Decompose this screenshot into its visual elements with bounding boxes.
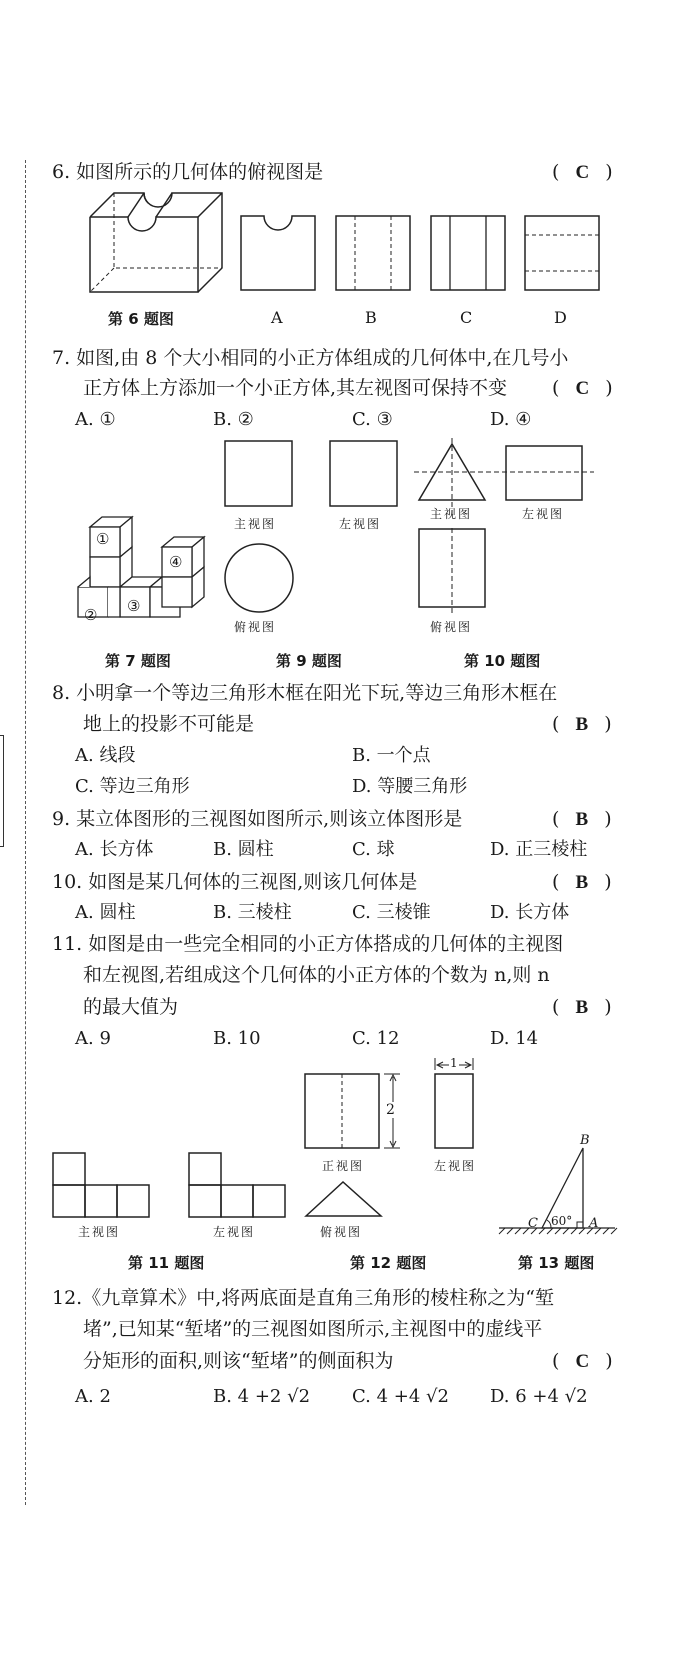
paren-open: ( — [552, 871, 560, 893]
q9-option-d: D. 正三棱柱 — [490, 839, 588, 860]
q10-option-b: B. 三棱柱 — [213, 902, 292, 923]
fig9-front-view — [224, 440, 294, 508]
paren-open: ( — [552, 161, 560, 183]
fig11-front-label: 主视图 — [78, 1225, 121, 1239]
q12-option-c: C. 4 +4 √2 — [352, 1386, 449, 1407]
fig12-top-view — [304, 1180, 384, 1218]
q7-answer-value: C — [575, 378, 590, 399]
q11-answer — [552, 995, 612, 1020]
q11-option-c: C. 12 — [352, 1028, 400, 1049]
q8-option-d: D. 等腰三角形 — [352, 776, 468, 797]
q10-text: 10. 如图是某几何体的三视图,则该几何体是 — [52, 871, 418, 893]
q12-text-line2: 堵”,已知某“堑堵”的三视图如图所示,主视图中的虚线平 — [83, 1318, 543, 1340]
q10-answer — [552, 870, 612, 895]
fig10-left-view — [494, 445, 594, 505]
q12-answer — [552, 1349, 613, 1374]
q8-answer-value: B — [575, 714, 589, 735]
q8-option-b: B. 一个点 — [352, 745, 431, 766]
q12-option-d: D. 6 +4 √2 — [490, 1386, 588, 1407]
q9-text: 9. 某立体图形的三视图如图所示,则该立体图形是 — [52, 808, 463, 830]
q6-figure-caption: 第 6 题图 — [108, 310, 174, 328]
fig13-angle: 60° — [551, 1214, 573, 1228]
fig11-left-label: 左视图 — [213, 1225, 256, 1239]
q11-text-line1: 11. 如图是由一些完全相同的小正方体搭成的几何体的主视图 — [52, 933, 564, 955]
q10-answer-value: B — [575, 872, 589, 893]
fig12-left-view — [432, 1058, 476, 1150]
paren-open: ( — [552, 377, 560, 399]
q12-option-a: A. 2 — [75, 1386, 111, 1407]
q9-answer-value: B — [575, 809, 589, 830]
fig12-width-dimension: 1 — [450, 1056, 458, 1070]
q11-text-line2: 和左视图,若组成这个几何体的小正方体的个数为 n,则 n — [83, 964, 550, 986]
q6-option-b-label: B — [365, 308, 377, 327]
fig10-top-view — [418, 528, 488, 614]
q9-option-c: C. 球 — [352, 839, 395, 860]
q7-option-c: C. ③ — [352, 409, 393, 430]
q11-option-d: D. 14 — [490, 1028, 539, 1049]
fig13-point-b: B — [580, 1133, 590, 1148]
q7-option-d: D. ④ — [490, 409, 532, 430]
q7-cube-label-1: ① — [96, 530, 110, 548]
fig9-top-view — [224, 543, 296, 615]
q6-text: 6. 如图所示的几何体的俯视图是 — [52, 161, 324, 183]
fig13-caption: 第 13 题图 — [518, 1254, 595, 1272]
paren-open: ( — [552, 808, 560, 830]
fig9-caption: 第 9 题图 — [276, 652, 342, 670]
paren-open: ( — [552, 996, 560, 1018]
paren-open: ( — [552, 713, 560, 735]
q11-option-a: A. 9 — [75, 1028, 111, 1049]
q9-option-a: A. 长方体 — [75, 839, 154, 860]
q7-answer — [552, 376, 613, 401]
q7-cube-label-4: ④ — [169, 553, 183, 571]
fig12-caption: 第 12 题图 — [350, 1254, 427, 1272]
q7-figure-caption: 第 7 题图 — [105, 652, 171, 670]
q7-text-line1: 7. 如图,由 8 个大小相同的小正方体组成的几何体中,在几号小 — [52, 347, 569, 369]
paren-open: ( — [552, 1350, 560, 1372]
q12-text-line3: 分矩形的面积,则该“堑堵”的侧面积为 — [83, 1350, 394, 1372]
q12-text-line1: 12.《九章算术》中,将两底面是直角三角形的棱柱称之为“堑 — [52, 1287, 554, 1309]
paren-close: ) — [604, 808, 612, 830]
q12-answer-value: C — [575, 1351, 590, 1372]
margin-bracket — [0, 735, 4, 847]
q10-option-a: A. 圆柱 — [75, 902, 136, 923]
q12-option-b: B. 4 +2 √2 — [213, 1386, 311, 1407]
fig10-left-label: 左视图 — [522, 507, 565, 521]
q10-option-c: C. 三棱锥 — [352, 902, 431, 923]
q7-option-b: B. ② — [213, 409, 254, 430]
q9-option-b: B. 圆柱 — [213, 839, 274, 860]
paren-close: ) — [604, 996, 612, 1018]
fig9-left-label: 左视图 — [339, 517, 382, 531]
fig11-left-view — [188, 1152, 286, 1218]
paren-close: ) — [604, 713, 612, 735]
q11-answer-value: B — [575, 997, 589, 1018]
fig10-caption: 第 10 题图 — [464, 652, 541, 670]
q8-text-line2: 地上的投影不可能是 — [83, 713, 255, 735]
q6-answer-value: C — [575, 162, 590, 183]
q11-text-line3: 的最大值为 — [83, 996, 179, 1018]
q9-answer — [552, 807, 612, 832]
q6-option-a-label: A — [271, 308, 283, 327]
q6-option-b-figure — [335, 215, 411, 291]
fig9-front-label: 主视图 — [234, 517, 277, 531]
fig12-front-label: 正视图 — [322, 1159, 365, 1173]
q11-option-b: B. 10 — [213, 1028, 261, 1049]
paren-close: ) — [605, 1350, 613, 1372]
paren-close: ) — [604, 871, 612, 893]
fig9-top-label: 俯视图 — [234, 620, 277, 634]
q7-cube-label-2: ② — [84, 606, 98, 624]
q7-text-line2: 正方体上方添加一个小正方体,其左视图可保持不变 — [83, 377, 508, 399]
q6-option-d-figure — [524, 215, 600, 291]
q7-option-a: A. ① — [75, 409, 116, 430]
q8-text-line1: 8. 小明拿一个等边三角形木框在阳光下玩,等边三角形木框在 — [52, 682, 558, 704]
q8-option-c: C. 等边三角形 — [75, 776, 190, 797]
q6-option-a-figure — [240, 215, 316, 291]
fig13-point-a: A — [589, 1216, 599, 1231]
fig12-top-label: 俯视图 — [320, 1225, 363, 1239]
q6-option-c-label: C — [460, 308, 473, 327]
fig11-caption: 第 11 题图 — [128, 1254, 205, 1272]
fig12-left-label: 左视图 — [434, 1159, 477, 1173]
fig10-top-label: 俯视图 — [430, 620, 473, 634]
binding-margin-line — [25, 160, 26, 1505]
q6-option-c-figure — [430, 215, 506, 291]
q8-option-a: A. 线段 — [75, 745, 136, 766]
q6-solid-figure — [88, 190, 218, 300]
paren-close: ) — [605, 377, 613, 399]
fig11-front-view — [52, 1152, 150, 1218]
q6-option-d-label: D — [554, 308, 567, 327]
q8-answer — [552, 712, 612, 737]
fig9-left-view — [329, 440, 399, 508]
fig13-point-c: C — [528, 1216, 538, 1231]
q10-option-d: D. 长方体 — [490, 902, 570, 923]
fig12-height-dimension: 2 — [386, 1102, 395, 1118]
q7-cube-label-3: ③ — [127, 597, 141, 615]
fig10-front-label: 主视图 — [430, 507, 473, 521]
q6-answer — [552, 160, 613, 185]
paren-close: ) — [605, 161, 613, 183]
